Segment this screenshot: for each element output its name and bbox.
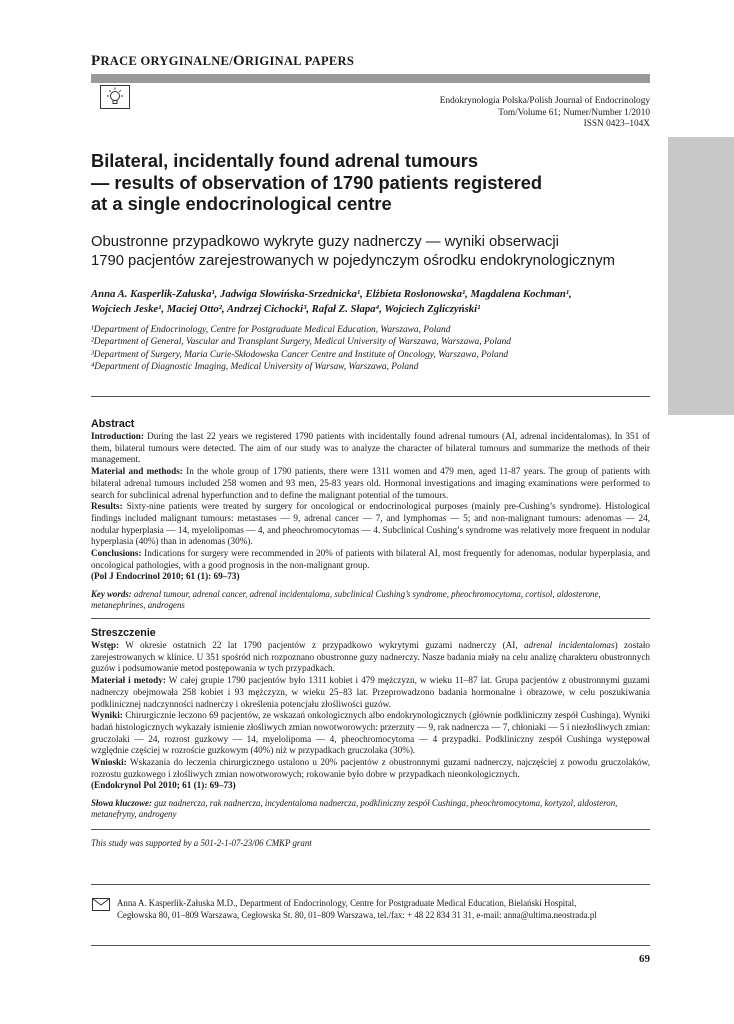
abstract-citation (91, 571, 650, 583)
divider (91, 396, 650, 397)
text: In the whole group of 1790 patients, there were 1311 women and 479 men, aged 11-87 years. The group of patients with bilateral adrenal tumours included 258 women and 93 men, 25-83 years old. Hormonal investigations and imaging examinations were performed to search for subclinical adrenal hyperfunction and to define the malignant potential of the tumours. (91, 466, 651, 500)
affiliation: ¹Department of Endocrinology, Centre for Postgraduate Medical Education, Warszawa, Poland (91, 325, 451, 335)
abstract-body (91, 431, 650, 583)
label: Material and methods: (91, 466, 183, 477)
article-subtitle (91, 233, 651, 271)
page-number: 69 (639, 953, 650, 965)
divider (91, 829, 650, 830)
lightbulb-icon (100, 85, 130, 109)
text: Wskazania do leczenia chirurgicznego ustalono u 20% pacjentów z obustronnymi guzami nadnerczy, najczęściej z powodu gruczolaków, rozrostu guzkowego i złośliwych zmian nowotworowych; rokowanie było dobre w przypadkach nieonkologicznych. (91, 757, 650, 779)
text: Indications for surgery were recommended in 20% of patients with bilateral AI, most frequently for adenomas, nodular hyperplasia, and oncological pathologies, with a good prognosis in the non-malignant group. (91, 548, 650, 570)
text: Sixty-nine patients were treated by surgery for oncological or endocrinological purposes (mainly pre-Cushing’s syndrome). Histological findings included malignant tumours: metastases — 9, adrenal cancer — 7, and lymphomas — 5; and non-malignant tumours: adenomas — 24, nodular hyperplasia — 14, myelolipomas — 4, and pheochromocytomas — 4. Subclinical Cushing’s syndrome was relatively more frequent in nodular hyperplasia (40%) than in adenomas (30%). (91, 501, 650, 547)
journal-info (440, 96, 650, 131)
text: During the last 22 years we registered 1790 patients with incidentally found adrenal tumours (AI, adrenal incidentalomas). In 351 of them, bilateral tumours were detected. The aim of our study was to analyze the character of bilateral tumours and summarize the methods of their management. (91, 431, 650, 465)
streszczenie-metody (91, 675, 650, 710)
journal-volume: Tom/Volume 61; Numer/Number 1/2010 (498, 107, 650, 118)
text: W okresie ostatnich 22 lat 1790 pacjentów z przypadkowo wykrytymi guzami nadnerczy (AI, (119, 640, 524, 650)
label: Conclusions: (91, 548, 142, 559)
title-line: Bilateral, incidentally found adrenal tumours (91, 150, 479, 171)
contact-line: Cegłowska 80, 01–809 Warszawa, Cegłowska St. 80, 01–809 Warszawa, tel./fax: + 48 22 834 31 31, e-mail: anna@ultima.neostrada.pl (117, 910, 597, 921)
streszczenie-wstep (91, 640, 650, 675)
text: adrenal tumour, adrenal cancer, adrenal incidentaloma, subclinical Cushing’s syndrome, pheochromocytoma, cortisol, aldosterone, metanephrines, androgens (91, 589, 601, 611)
journal-name: Endokrynologia Polska/Polish Journal of Endocrinology (439, 96, 650, 106)
label: Key words: (91, 589, 132, 599)
citation: (Pol J Endocrinol 2010; 61 (1): 69–73) (91, 571, 240, 582)
abstract-heading: Abstract (91, 418, 135, 430)
section-initial-en: O (232, 53, 245, 69)
affiliation: ²Department of General, Vascular and Transplant Surgery, Medical University of Warszawa, Warszawa, Poland (91, 337, 511, 348)
article-title (91, 150, 591, 215)
label: Materiał i metody: (91, 675, 166, 686)
divider (91, 884, 650, 885)
streszczenie-heading: Streszczenie (91, 627, 156, 639)
subtitle-line: Obustronne przypadkowo wykryte guzy nadnerczy — wyniki obserwacji (91, 234, 559, 250)
label: Results: (91, 501, 123, 512)
divider (91, 945, 650, 946)
affiliations (91, 324, 651, 373)
text: Chirurgicznie leczono 69 pacjentów, ze wskazań onkologicznych albo endokrynologicznych (głównie podkliniczny zespół Cushinga). Wyniki badań histologicznych wykazały istnienie złośliwych zmian nowotworowych: przerzuty — 9, rak nadnercza — 7, chłoniaki — 5 i niezłośliwych zmian: gruczolaki — 24, rozrost guzkowy — 14, myelolipoma — 4, pheochromocytoma — 4 przypadki. Podkliniczny zespół Cushinga występował względnie częściej w rozroście guzkowym (40%) niż w przypadkach gruczolaka (30%). (91, 710, 650, 756)
label: Wnioski: (91, 757, 127, 768)
text: ) zostało zarejestrowanych w klinice. U 351 spośród nich rozpoznano obustronne guzy nadnerczy. Nasze badania miały na celu analizę charakteru obustronnych guzów i podsumowanie metod postępowania w tych przypadkach. (91, 640, 650, 674)
correspondence (117, 897, 650, 922)
streszczenie-body (91, 640, 650, 792)
title-line: at a single endocrinological centre (91, 193, 392, 214)
slowa-kluczowe (91, 798, 650, 821)
header-rule (91, 74, 650, 83)
section-heading (91, 53, 354, 70)
abstract-methods (91, 466, 650, 501)
abstract-results (91, 501, 650, 548)
grant-note: This study was supported by a 501-2-1-07-23/06 CMKP grant (91, 838, 312, 848)
side-tab (668, 137, 734, 415)
section-initial-pl: P (91, 53, 101, 69)
divider (91, 618, 650, 619)
label: Wstęp: (91, 640, 120, 650)
citation: (Endokrynol Pol 2010; 61 (1): 69–73) (91, 780, 236, 791)
text-italic: adrenal incidentalomas (523, 640, 615, 650)
label: Wyniki: (91, 710, 123, 721)
label: Introduction: (91, 431, 144, 441)
subtitle-line: 1790 pacjentów zarejestrowanych w pojedynczym ośrodku endokrynologicznym (91, 253, 615, 269)
authors-line: Anna A. Kasperlik-Załuska¹, Jadwiga Słowińska-Srzednicka¹, Elżbieta Rosłonowska¹, Magdalena Kochman¹, (91, 288, 572, 300)
envelope-icon (92, 898, 110, 911)
authors-line: Wojciech Jeske¹, Maciej Otto², Andrzej Cichocki³, Rafał Z. Słapa⁴, Wojciech Zgliczyński¹ (91, 302, 481, 315)
streszczenie-wnioski (91, 757, 650, 780)
affiliation: ⁴Department of Diagnostic Imaging, Medical University of Warsaw, Warszawa, Poland (91, 361, 419, 372)
abstract-intro (91, 431, 650, 466)
section-label-pl: RACE ORYGINALNE/ (100, 54, 233, 68)
contact-line: Anna A. Kasperlik-Załuska M.D., Department of Endocrinology, Centre for Postgraduate Medical Education, Bielański Hospital, (117, 898, 577, 908)
text: W całej grupie 1790 pacjentów było 1311 kobiet i 479 mężczyzn, w wieku 11–87 lat. Grupa pacjentów z obustronnymi guzami nadnerczy obejmowała 258 kobiet i 93 mężczyzn, w wieku 25–83 lat. Przeprowadzono badania hormonalne i obrazowe, w celu poszukiwania podklinicznej nadczynności nadnerczy i określenia potencjału złośliwości guzów. (91, 675, 650, 709)
section-label-en: RIGINAL PAPERS (244, 54, 355, 68)
abstract-conclusions (91, 548, 650, 571)
title-line: — results of observation of 1790 patients registered (91, 171, 543, 193)
author-list (91, 287, 651, 316)
label: Słowa kluczowe: (91, 798, 152, 808)
journal-issn: ISSN 0423–104X (583, 119, 650, 129)
text: guz nadnercza, rak nadnercza, incydentaloma nadnercza, podkliniczny zespół Cushinga, pheochromocytoma, kortyzol, aldosteron, metanefryny, androgeny (91, 798, 618, 820)
streszczenie-wyniki (91, 710, 650, 757)
streszczenie-citation (91, 780, 650, 792)
keywords (91, 589, 650, 612)
affiliation: ³Department of Surgery, Maria Curie-Skłodowska Cancer Centre and Institute of Oncology, Warszawa, Poland (91, 349, 509, 360)
